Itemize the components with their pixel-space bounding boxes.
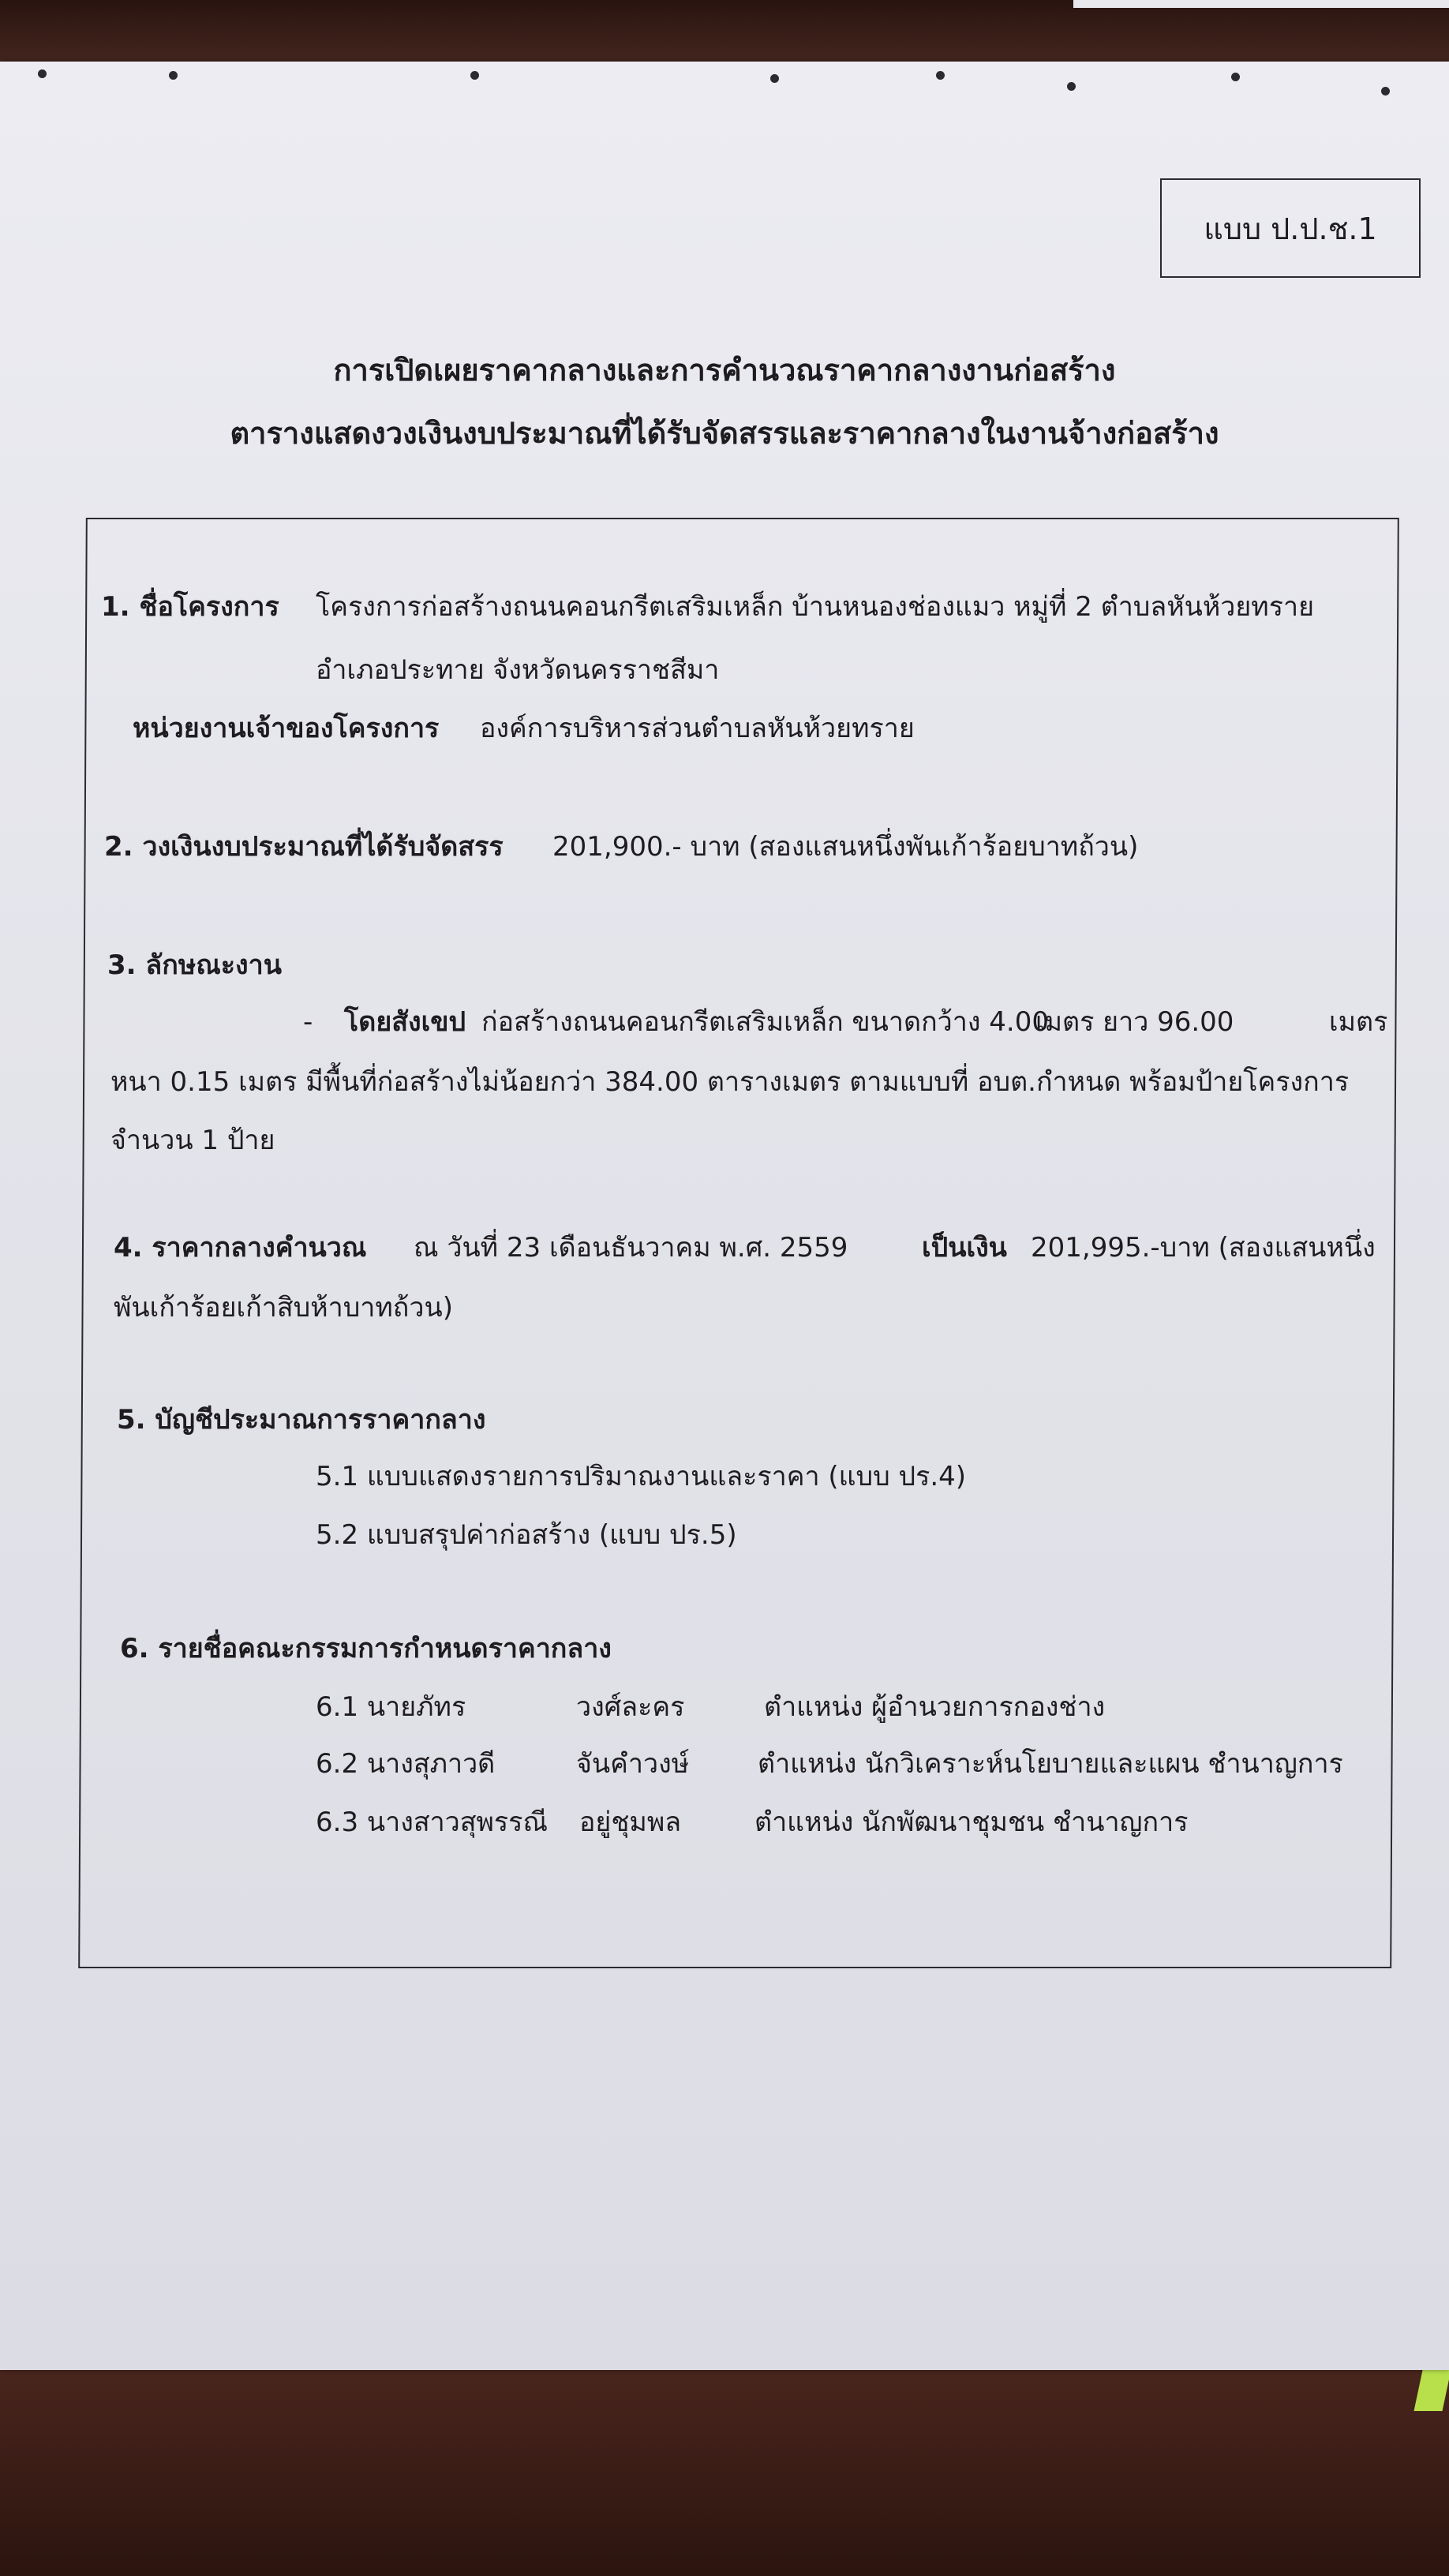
summary-label: โดยสังเขป <box>344 1006 466 1038</box>
amount-text: 201,995.-บาท (สองแสนหนึ่ง <box>1031 1232 1376 1264</box>
work-description-line3: จำนวน 1 ป้าย <box>110 1125 275 1156</box>
list-item: 5.2 แบบสรุปค่าก่อสร้าง (แบบ ปร.5) <box>316 1519 737 1551</box>
committee-member-surname: อยู่ชุมพล <box>579 1807 682 1838</box>
section3-label: 3. ลักษณะงาน <box>107 949 282 981</box>
punch-hole <box>1231 73 1240 81</box>
list-item: 5.1 แบบแสดงรายการปริมาณงานและราคา (แบบ ปร.4) <box>316 1461 967 1492</box>
summary-dash: - <box>303 1006 313 1038</box>
form-code-box: แบบ ป.ป.ช.1 <box>1160 178 1421 278</box>
work-description-line1a: ก่อสร้างถนนคอนกรีตเสริมเหล็ก ขนาดกว้าง 4.00 <box>481 1006 1049 1038</box>
section2-label: 2. วงเงินงบประมาณที่ได้รับจัดสรร <box>104 831 504 863</box>
work-description-line2: หนา 0.15 เมตร มีพื้นที่ก่อสร้างไม่น้อยกว่า 384.00 ตารางเมตร ตามแบบที่ อบต.กำหนด พร้อมป้ายโครงการ <box>110 1066 1350 1098</box>
owner-value: องค์การบริหารส่วนตำบลหันห้วยทราย <box>480 713 915 744</box>
committee-member-surname: จันคำวงษ์ <box>576 1748 690 1780</box>
section4-label: 4. ราคากลางคำนวณ <box>114 1232 367 1264</box>
project-name-line1: โครงการก่อสร้างถนนคอนกรีตเสริมเหล็ก บ้านหนองช่องแมว หมู่ที่ 2 ตำบลหันห้วยทราย <box>316 591 1314 623</box>
committee-member-name: 6.1 นายภัทร <box>316 1691 466 1723</box>
committee-member-name: 6.2 นางสุภาวดี <box>316 1748 496 1780</box>
committee-member-position: ตำแหน่ง นักพัฒนาชุมชน ชำนาญการ <box>754 1807 1189 1838</box>
budget-value: 201,900.- บาท (สองแสนหนึ่งพันเก้าร้อยบาทถ้วน) <box>552 831 1139 863</box>
desk-surface-bottom <box>0 2360 1449 2576</box>
work-description-line1b: เมตร ยาว 96.00 <box>1035 1006 1234 1038</box>
committee-member-position: ตำแหน่ง ผู้อำนวยการกองช่าง <box>764 1691 1106 1723</box>
punch-hole <box>169 71 178 80</box>
document-title: การเปิดเผยราคากลางและการคำนวณราคากลางงานก่อสร้าง <box>333 353 1116 388</box>
committee-member-position: ตำแหน่ง นักวิเคราะห์นโยบายและแผน ชำนาญการ <box>758 1748 1343 1780</box>
punch-hole <box>936 71 945 80</box>
calculation-date: ณ วันที่ 23 เดือนธันวาคม พ.ศ. 2559 <box>414 1232 848 1264</box>
section1-label: 1. ชื่อโครงการ <box>101 591 279 623</box>
punch-hole <box>38 69 47 78</box>
owner-label: หน่วยงานเจ้าของโครงการ <box>133 713 440 744</box>
section6-label: 6. รายชื่อคณะกรรมการกำหนดราคากลาง <box>120 1633 612 1664</box>
section5-label: 5. บัญชีประมาณการราคากลาง <box>117 1404 486 1436</box>
punch-hole <box>770 74 779 83</box>
punch-hole <box>470 71 479 80</box>
work-description-line1c: เมตร <box>1329 1006 1388 1038</box>
project-name-line2: อำเภอประทาย จังหวัดนครราชสีมา <box>316 654 720 686</box>
committee-member-surname: วงศ์ละคร <box>576 1691 685 1723</box>
punch-hole <box>1067 82 1076 91</box>
document-subtitle: ตารางแสดงวงเงินงบประมาณที่ได้รับจัดสรรและราคากลางในงานจ้างก่อสร้าง <box>230 416 1219 451</box>
amount-text-line2: พันเก้าร้อยเก้าสิบห้าบาทถ้วน) <box>114 1292 453 1324</box>
punch-hole <box>1381 87 1390 95</box>
amount-label: เป็นเงิน <box>922 1232 1007 1264</box>
paper-edge <box>1073 0 1449 8</box>
committee-member-name: 6.3 นางสาวสุพรรณี <box>316 1807 548 1838</box>
